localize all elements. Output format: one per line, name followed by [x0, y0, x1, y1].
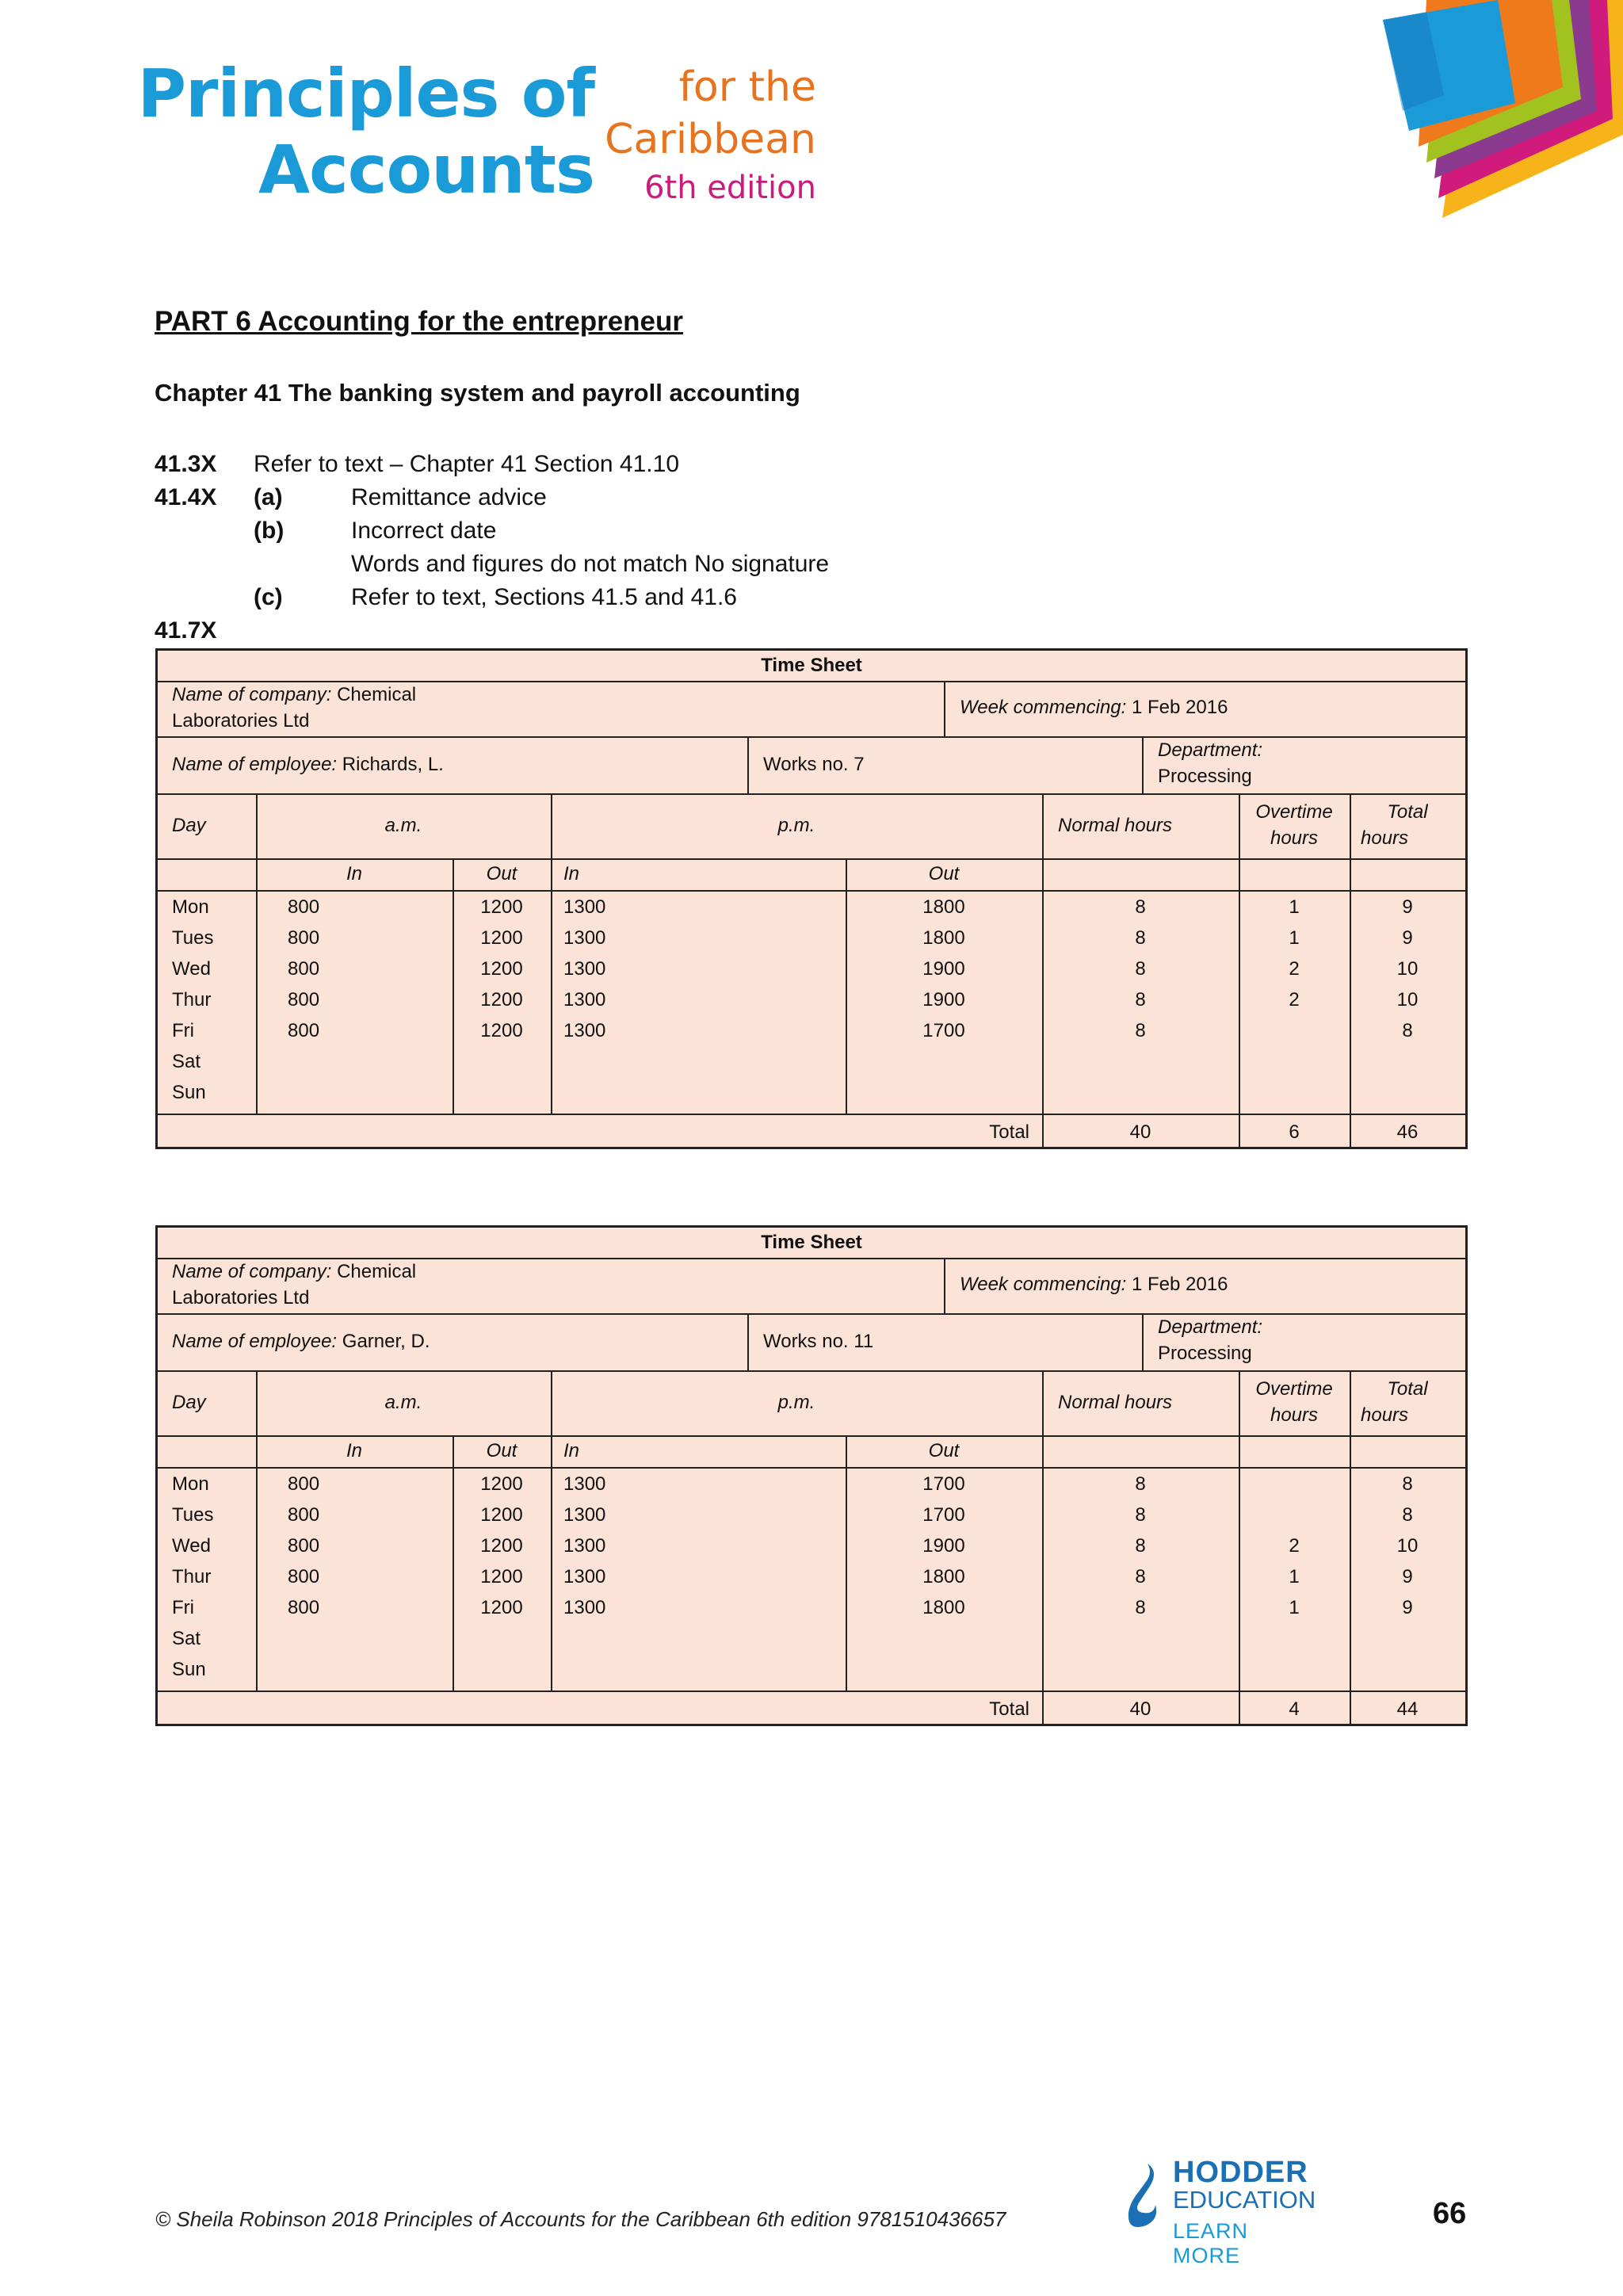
row-am-in: 800	[288, 927, 320, 949]
row-pm-out: 1700	[922, 1504, 965, 1526]
table-rule	[1042, 793, 1044, 1114]
book-subtitle-line1: for the	[678, 63, 816, 111]
row-total-hours: 9	[1402, 1597, 1413, 1618]
table-rule	[1239, 1690, 1240, 1724]
department-value: Processing	[1158, 1343, 1252, 1364]
row-am-out: 1200	[480, 1020, 523, 1041]
week-label: Week commencing:	[960, 1274, 1127, 1295]
answer-41-4x	[155, 481, 216, 514]
row-am-in: 800	[288, 1473, 320, 1495]
answer-number: 41.3X	[155, 451, 217, 477]
column-header-overtime: Overtime	[1255, 1378, 1333, 1400]
hodder-swoosh-icon	[1116, 2156, 1171, 2251]
row-day: Wed	[172, 1535, 211, 1557]
row-normal-hours: 8	[1135, 1504, 1146, 1526]
table-rule	[158, 736, 1465, 738]
employee-value: Richards, L.	[342, 754, 444, 775]
column-header-total: Total	[1387, 801, 1428, 823]
table-rule	[551, 793, 552, 1114]
table-rule	[158, 858, 1465, 860]
row-pm-in: 1300	[563, 1566, 606, 1587]
subheader-am-out: Out	[486, 1440, 517, 1461]
row-day: Mon	[172, 1473, 209, 1495]
row-am-out: 1200	[480, 958, 523, 980]
column-header-normal-hours: Normal hours	[1058, 1392, 1173, 1413]
column-header-day: Day	[172, 1392, 206, 1413]
total-total-hours: 44	[1396, 1698, 1419, 1720]
row-pm-out: 1800	[922, 896, 965, 918]
row-overtime-hours: 2	[1289, 989, 1300, 1010]
total-normal-hours: 40	[1129, 1698, 1151, 1720]
row-normal-hours: 8	[1135, 1020, 1146, 1041]
department-value: Processing	[1158, 766, 1252, 787]
company-value: Chemical	[337, 1261, 417, 1282]
answer-41-3x	[155, 448, 216, 481]
row-day: Fri	[172, 1020, 194, 1041]
row-day: Sun	[172, 1082, 206, 1103]
book-subtitle-line2: Caribbean	[605, 116, 816, 163]
row-day: Thur	[172, 1566, 212, 1587]
table-rule	[158, 1313, 1465, 1315]
row-pm-out: 1700	[922, 1020, 965, 1041]
column-header-day: Day	[172, 815, 206, 836]
row-day: Sat	[172, 1051, 201, 1072]
book-title-line2: Accounts	[258, 131, 594, 208]
row-day: Sat	[172, 1628, 201, 1649]
total-label: Total	[989, 1698, 1029, 1720]
table-rule	[551, 1370, 552, 1690]
total-overtime-hours: 6	[1289, 1121, 1300, 1143]
table-rule	[1350, 1690, 1351, 1724]
column-header-pm: p.m.	[777, 815, 815, 836]
department-label: Department:	[1158, 739, 1263, 761]
row-overtime-hours: 1	[1289, 927, 1300, 949]
employee-field	[172, 752, 444, 777]
publisher-division: EDUCATION	[1173, 2186, 1316, 2214]
total-label: Total	[989, 1121, 1029, 1143]
answer-41-7x	[155, 614, 216, 648]
subheader-pm-in: In	[563, 1440, 580, 1461]
row-normal-hours: 8	[1135, 1566, 1146, 1587]
table-rule	[158, 890, 1465, 892]
row-pm-in: 1300	[563, 989, 606, 1010]
row-total-hours: 8	[1402, 1473, 1413, 1495]
row-am-in: 800	[288, 896, 320, 918]
row-overtime-hours: 1	[1289, 1597, 1300, 1618]
total-overtime-hours: 4	[1289, 1698, 1300, 1720]
book-title-line1: Principles of	[137, 55, 594, 132]
decorative-squares-graphic	[1371, 0, 1623, 238]
row-day: Wed	[172, 958, 211, 980]
employee-label: Name of employee:	[172, 754, 338, 775]
row-normal-hours: 8	[1135, 989, 1146, 1010]
row-pm-out: 1800	[922, 927, 965, 949]
row-am-in: 800	[288, 1020, 320, 1041]
company-label: Name of company:	[172, 684, 332, 705]
table-rule	[256, 1370, 258, 1690]
row-total-hours: 8	[1402, 1504, 1413, 1526]
row-pm-in: 1300	[563, 1504, 606, 1526]
row-total-hours: 9	[1402, 1566, 1413, 1587]
row-am-in: 800	[288, 958, 320, 980]
subheader-pm-out: Out	[928, 1440, 960, 1461]
row-normal-hours: 8	[1135, 1535, 1146, 1557]
row-pm-in: 1300	[563, 1535, 606, 1557]
works-number: Works no. 11	[763, 1331, 874, 1352]
total-total-hours: 46	[1396, 1121, 1419, 1143]
time-sheet-garner	[155, 1225, 1468, 1726]
row-normal-hours: 8	[1135, 1597, 1146, 1618]
table-rule	[256, 793, 258, 1114]
row-pm-in: 1300	[563, 1597, 606, 1618]
answer-sub-label: (a)	[254, 484, 283, 510]
page-number: 66	[1433, 2197, 1467, 2230]
table-rule	[158, 793, 1465, 795]
row-day: Fri	[172, 1597, 194, 1618]
row-am-out: 1200	[480, 1566, 523, 1587]
row-overtime-hours: 1	[1289, 1566, 1300, 1587]
column-header-total-hours: hours	[1361, 1404, 1409, 1426]
company-field	[172, 1259, 416, 1285]
row-overtime-hours: 1	[1289, 896, 1300, 918]
answer-text: Remittance advice	[351, 484, 547, 510]
book-title	[119, 55, 594, 208]
subheader-am-out: Out	[486, 863, 517, 884]
column-header-total: Total	[1387, 1378, 1428, 1400]
row-day: Thur	[172, 989, 212, 1010]
column-header-am: a.m.	[384, 1392, 422, 1413]
row-normal-hours: 8	[1135, 927, 1146, 949]
row-pm-in: 1300	[563, 927, 606, 949]
employee-value: Garner, D.	[342, 1331, 430, 1352]
row-am-in: 800	[288, 989, 320, 1010]
row-total-hours: 8	[1402, 1020, 1413, 1041]
row-pm-in: 1300	[563, 958, 606, 980]
row-day: Mon	[172, 896, 209, 918]
company-value-line2: Laboratories Ltd	[172, 710, 310, 732]
answer-sub-label: (b)	[254, 518, 285, 544]
column-header-normal-hours: Normal hours	[1058, 815, 1173, 836]
column-header-total-hours: hours	[1361, 827, 1409, 849]
row-am-in: 800	[288, 1504, 320, 1526]
week-value: 1 Feb 2016	[1131, 697, 1228, 718]
row-total-hours: 10	[1396, 1535, 1419, 1557]
row-pm-out: 1800	[922, 1597, 965, 1618]
publisher-tagline: LEARN MORE	[1173, 2219, 1249, 2267]
row-pm-in: 1300	[563, 1473, 606, 1495]
table-rule	[1350, 793, 1351, 1114]
table-rule	[158, 1114, 1465, 1115]
row-am-in: 800	[288, 1535, 320, 1557]
column-header-overtime-hours: hours	[1270, 827, 1319, 849]
answer-text: Refer to text – Chapter 41 Section 41.10	[254, 451, 679, 477]
row-am-out: 1200	[480, 989, 523, 1010]
employee-field	[172, 1329, 430, 1354]
row-pm-out: 1800	[922, 1566, 965, 1587]
column-header-overtime: Overtime	[1255, 801, 1333, 823]
subheader-pm-out: Out	[928, 863, 960, 884]
week-value: 1 Feb 2016	[1131, 1274, 1228, 1295]
row-total-hours: 9	[1402, 927, 1413, 949]
table-rule	[1042, 1370, 1044, 1690]
row-total-hours: 9	[1402, 896, 1413, 918]
row-normal-hours: 8	[1135, 896, 1146, 918]
column-header-pm: p.m.	[777, 1392, 815, 1413]
column-header-overtime-hours: hours	[1270, 1404, 1319, 1426]
row-am-in: 800	[288, 1566, 320, 1587]
book-subtitle	[602, 62, 816, 209]
row-pm-out: 1900	[922, 958, 965, 980]
table-rule	[158, 1467, 1465, 1469]
answer-sub-label: (c)	[254, 584, 283, 610]
table-rule	[1239, 1114, 1240, 1147]
week-commencing-field	[960, 695, 1228, 720]
company-value: Chemical	[337, 684, 417, 705]
row-am-out: 1200	[480, 1473, 523, 1495]
table-rule	[944, 1258, 945, 1313]
row-overtime-hours: 2	[1289, 1535, 1300, 1557]
answer-number: 41.7X	[155, 617, 217, 644]
table-rule	[1042, 1690, 1044, 1724]
table-rule	[944, 681, 945, 736]
row-total-hours: 10	[1396, 989, 1419, 1010]
row-normal-hours: 8	[1135, 1473, 1146, 1495]
row-am-out: 1200	[480, 1535, 523, 1557]
row-am-out: 1200	[480, 927, 523, 949]
row-day: Tues	[172, 927, 214, 949]
total-normal-hours: 40	[1129, 1121, 1151, 1143]
row-pm-in: 1300	[563, 1020, 606, 1041]
table-rule	[747, 1313, 749, 1370]
company-field	[172, 682, 416, 708]
row-pm-in: 1300	[563, 896, 606, 918]
answer-number: 41.4X	[155, 484, 217, 510]
row-am-out: 1200	[480, 1504, 523, 1526]
book-edition: 6th edition	[644, 170, 816, 206]
row-total-hours: 10	[1396, 958, 1419, 980]
answer-text: Refer to text, Sections 41.5 and 41.6	[351, 584, 737, 610]
publisher-logo	[1116, 2156, 1322, 2267]
row-am-out: 1200	[480, 896, 523, 918]
company-value-line2: Laboratories Ltd	[172, 1287, 310, 1308]
answer-text: Words and figures do not match No signature	[351, 551, 830, 577]
employee-label: Name of employee:	[172, 1331, 338, 1352]
week-label: Week commencing:	[960, 697, 1127, 718]
row-overtime-hours: 2	[1289, 958, 1300, 980]
time-sheet-richards	[155, 648, 1468, 1149]
chapter-title: Chapter 41 The banking system and payroll accounting	[155, 379, 800, 407]
answer-text: Incorrect date	[351, 518, 497, 544]
week-commencing-field	[960, 1272, 1228, 1297]
row-pm-out: 1900	[922, 989, 965, 1010]
table-rule	[1042, 1114, 1044, 1147]
table-rule	[1142, 1313, 1144, 1370]
time-sheet-title: Time Sheet	[761, 655, 862, 676]
table-rule	[158, 1690, 1465, 1692]
row-pm-out: 1700	[922, 1473, 965, 1495]
table-rule	[158, 1370, 1465, 1372]
table-rule	[1142, 736, 1144, 793]
company-label: Name of company:	[172, 1261, 332, 1282]
table-rule	[747, 736, 749, 793]
table-rule	[158, 1435, 1465, 1437]
table-rule	[1350, 1114, 1351, 1147]
row-pm-out: 1900	[922, 1535, 965, 1557]
footer-copyright: © Sheila Robinson 2018 Principles of Accounts for the Caribbean 6th edition 9781510436657	[155, 2207, 1006, 2231]
publisher-name: HODDER	[1173, 2156, 1308, 2189]
subheader-am-in: In	[346, 1440, 362, 1461]
time-sheet-title: Time Sheet	[761, 1232, 862, 1253]
column-header-am: a.m.	[384, 815, 422, 836]
works-number: Works no. 7	[763, 754, 865, 775]
part-title: PART 6 Accounting for the entrepreneur	[155, 306, 683, 337]
table-rule	[1350, 1370, 1351, 1690]
row-am-in: 800	[288, 1597, 320, 1618]
row-normal-hours: 8	[1135, 958, 1146, 980]
row-am-out: 1200	[480, 1597, 523, 1618]
row-day: Tues	[172, 1504, 214, 1526]
subheader-pm-in: In	[563, 863, 580, 884]
row-day: Sun	[172, 1659, 206, 1680]
subheader-am-in: In	[346, 863, 362, 884]
department-label: Department:	[1158, 1316, 1263, 1338]
